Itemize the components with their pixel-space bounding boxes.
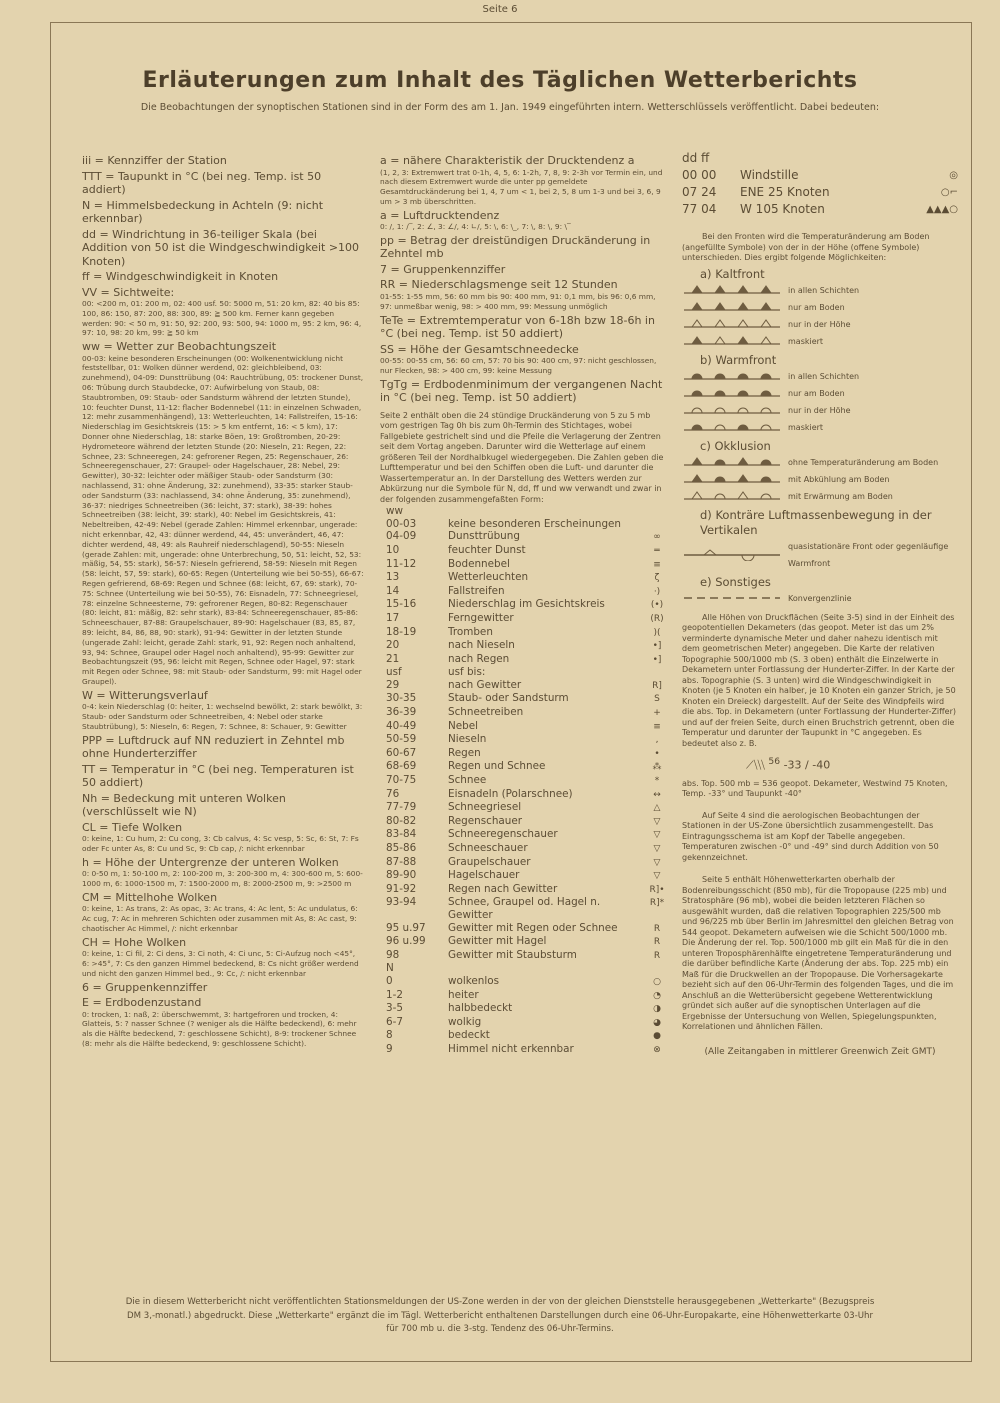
wind-symbol-icon: ▲▲▲○ <box>926 204 958 215</box>
ww-desc: Tromben <box>448 625 493 638</box>
page-subtitle: Die Beobachtungen der synoptischen Stationen sind in der Form des am 1. Jan. 1949 eingeführten intern. Wetterschlüssels veröffentlicht. Dabei bedeuten: <box>140 102 880 113</box>
weather-symbol-icon: R <box>653 923 661 934</box>
a-heading: a = nähere Charakteristik der Drucktendenz a <box>380 154 635 167</box>
front-group-heading: b) Warmfront <box>700 352 777 367</box>
ww-code: 18-19 <box>386 625 417 638</box>
ww-row <box>380 544 668 558</box>
ww-desc: feuchter Dunst <box>448 543 526 556</box>
footer-note: Die in diesem Wetterbericht nicht veröffentlichten Stationsmeldungen der US-Zone werden in der von der gleichen Dienststelle herausgegebenen „Wetterkarte" (Bezugspreis DM 3,-monatl.) abgedruckt. Diese „Wetterkarte" ergänzt die im Tägl. Wetterbericht enthaltenen Darstellungen durch eine 06-Uhr-Europakarte, eine Höhenwetterkarte 03-Uhr für 700 mb u. die 3-stg. Tendenz des 06-Uhr-Termins. <box>125 1297 875 1334</box>
a2-text: 0: /, 1: /‾, 2: ∠, 3: ∠/, 4: ∟/, 5: \, 6: \_, 7: \, 8: \, 9: \‾ <box>380 222 571 232</box>
ww-code: 89-90 <box>386 869 417 882</box>
weather-symbol-icon: ≡ <box>653 721 661 732</box>
ddff-row <box>682 184 958 201</box>
def-tt: TT = Temperatur in °C (bei neg. Temperaturen ist 50 addiert) <box>82 762 354 790</box>
ww-desc: Graupelschauer <box>448 855 531 868</box>
ww-desc: Gewitter mit Hagel <box>448 935 547 948</box>
ww-row <box>380 949 668 963</box>
def-te: TeTe = Extremtemperatur von 6-18h bzw 18-6h in °C (bei neg. Temp. ist 50 addiert) <box>380 313 655 341</box>
ww-table <box>380 518 668 963</box>
ww-desc: keine besonderen Erscheinungen <box>448 517 622 530</box>
ww-desc: Schnee <box>448 774 487 787</box>
ww-row <box>380 896 668 921</box>
ww-code: 11-12 <box>386 557 417 570</box>
ww-row <box>380 922 668 936</box>
cloud-cover-icon: ◕ <box>653 1017 661 1028</box>
rr-text: 01-55: 1-55 mm, 56: 60 mm bis 90: 400 mm, 91: 0,1 mm, bis 96: 0,6 mm, 97: unmeßbar wenig, 98: > 400 mm, 99: Messung unmöglich <box>380 291 656 311</box>
ww-row <box>380 626 668 640</box>
front-label: nur in der Höhe <box>788 319 851 329</box>
weather-symbol-icon: ≡ <box>653 559 661 570</box>
ddff-code: 77 04 <box>682 202 717 216</box>
ss-text: 00-55: 00-55 cm, 56: 60 cm, 57: 70 bis 90: 400 cm, 97: nicht geschlossen, nur Flecken, 98: > 400 cm, 99: keine Messung <box>380 356 657 375</box>
page-title: Erläuterungen zum Inhalt des Täglichen Wetterberichts <box>142 68 858 93</box>
cloud-cover-row <box>380 989 668 1003</box>
def-nh: Nh = Bedeckung mit unteren Wolken (verschlüsselt wie N) <box>82 791 286 819</box>
cloud-cover-desc: wolkig <box>448 1015 482 1028</box>
ww-code: 85-86 <box>386 842 417 855</box>
front-label: nur in der Höhe <box>788 405 851 415</box>
ww-row <box>380 869 668 883</box>
front-row <box>682 402 958 419</box>
ch-heading: CH = Hohe Wolken <box>82 935 187 949</box>
cloud-cover-icon: ○ <box>653 976 661 987</box>
e-heading: e) Sonstiges <box>700 574 771 589</box>
n-label <box>380 962 668 975</box>
time-note: (Alle Zeitangaben in mittlerer Greenwich Zeit GMT) <box>704 1046 936 1057</box>
convergence-line-symbol <box>682 592 782 604</box>
column-middle <box>380 152 668 1057</box>
ww-code: 68-69 <box>386 760 417 773</box>
weather-symbol-icon: ζ <box>654 573 660 584</box>
cl-heading: CL = Tiefe Wolken <box>82 820 183 834</box>
front-e-label: Konvergenzlinie <box>788 593 852 603</box>
ww-row <box>380 747 668 761</box>
group-6: 6 = Gruppenkennziffer <box>82 980 208 994</box>
cloud-cover-icon: ◑ <box>653 1004 661 1015</box>
ww-code: 80-82 <box>386 814 417 827</box>
weather-symbol-icon: • <box>654 748 660 759</box>
ww-heading: ww = Wetter zur Beobachtungszeit <box>82 340 277 354</box>
a2-heading: a = Luftdrucktendenz <box>380 208 500 222</box>
ww-row <box>380 653 668 667</box>
cold-front-symbol <box>682 335 782 347</box>
ww-label <box>380 505 668 518</box>
ww-code: 21 <box>386 652 400 665</box>
formula-example: ⟋⧹⧹⧹ $^{56}$ -33 / -40 <box>746 756 831 772</box>
weather-symbol-icon: •] <box>652 641 662 652</box>
weather-symbol-icon: •] <box>652 654 662 665</box>
ww-desc: Regen nach Gewitter <box>448 882 558 895</box>
fronts-legend <box>682 267 958 505</box>
ww-row <box>380 856 668 870</box>
ww-code: 30-35 <box>386 692 417 705</box>
cloud-cover-desc: bedeckt <box>448 1029 490 1042</box>
ww-desc: Gewitter mit Staubsturm <box>448 948 577 961</box>
ww-desc: nach Nieseln <box>448 639 515 652</box>
ss-heading: SS = Höhe der Gesamtschneedecke <box>380 342 579 356</box>
front-row <box>682 454 958 471</box>
ww-code: 14 <box>386 584 400 597</box>
ww-row <box>380 639 668 653</box>
formula-num: 56 <box>768 756 781 767</box>
ww-row <box>380 706 668 720</box>
front-row <box>682 385 958 402</box>
ww-code: 96 u.99 <box>386 935 426 948</box>
front-label: mit Erwärmung am Boden <box>788 491 893 501</box>
ddff-code: 07 24 <box>682 185 717 199</box>
cloud-cover-code: 6-7 <box>386 1015 403 1028</box>
seite4-text: Auf Seite 4 sind die aerologischen Beobachtungen der Stationen in der US-Zone übersichtlich zusammengestellt. Das Eintragungsschema ist am Kopf der Tabelle angegeben. Temperaturen zwischen -0° und -49° sind durch Addition von 50 gekennzeichnet. <box>682 810 939 862</box>
n-label-text: N <box>386 962 394 975</box>
cloud-cover-icon: ● <box>653 1031 661 1042</box>
ww-code: 93-94 <box>386 896 417 909</box>
ww-desc: Eisnadeln (Polarschnee) <box>448 787 573 800</box>
ddff-row <box>682 201 958 218</box>
warm-front-symbol <box>682 370 782 382</box>
ww-desc: Dunsttrübung <box>448 530 520 543</box>
ww-row <box>380 558 668 572</box>
ww-row <box>380 733 668 747</box>
ww-row <box>380 530 668 544</box>
def-n: N = Himmelsbedeckung in Achteln (9: nicht erkennbar) <box>82 198 324 225</box>
formula-sub: -33 <box>783 758 802 772</box>
cloud-cover-icon: ◔ <box>653 990 661 1001</box>
occlusion-front-symbol <box>682 473 782 485</box>
h-heading: h = Höhe der Untergrenze der unteren Wolken <box>82 855 339 869</box>
cloud-cover-desc: halbbedeckt <box>448 1002 513 1015</box>
cloud-cover-row <box>380 1043 668 1057</box>
group-7: 7 = Gruppenkennziffer <box>380 262 506 276</box>
ww-code: 98 <box>386 948 400 961</box>
cloud-cover-desc: heiter <box>448 988 479 1001</box>
warm-front-symbol <box>682 404 782 416</box>
front-d-row <box>682 538 958 572</box>
weather-symbol-icon: ⁂ <box>652 762 662 773</box>
weather-symbol-icon: , <box>655 735 659 746</box>
seite5-text: Seite 5 enthält Höhenwetterkarten oberhalb der Bodenreibungsschicht (850 mb), für die Tropopause (225 mb) und Stratosphäre (96 mb), wobei die beiden letzteren Flächen so ausgewählt wurden, daß die relativen Topographien 225/500 mb und 96/225 mb über Berlin im Jahresmittel den gleichen Betrag von 544 geopot. Dekametern aufweisen wie die Schicht 500/1000 mb. Die Änderung der rel. Top. 500/1000 mb gilt ein Maß für die in den unteren Troposphärenhälfte eingetretene Temperaturänderung und die darüber befindliche Karte (Änderung der abs. Top. 225 mb) ein Maß für die Druckwellen an der Tropopause. Die Vorhersagekarte bezieht sich auf den 06-Uhr-Termin des folgenden Tages, und die im Anschluß an die Wetterübersicht gegebene Wetterentwicklung gründet sich außer auf die synoptischen Unterlagen auf die Ergebnisse der Untersuchung von Wellen, Spiegelungspunkten, Korrelationen und ähnlichen Fällen. <box>682 875 954 1032</box>
weather-symbol-icon: (R) <box>650 613 664 624</box>
ww-row <box>380 883 668 897</box>
ww-row <box>380 720 668 734</box>
cl-text: 0: keine, 1: Cu hum, 2: Cu cong, 3: Cb calvus, 4: Sc vesp, 5: Sc, 6: St, 7: Fs oder Fc unter As, 8: Cu und Sc, 9: Cb cap, /: nicht erkennbar <box>82 834 359 853</box>
ww-desc: Schnee, Graupel od. Hagel n. Gewitter <box>448 896 601 921</box>
weather-symbol-icon: R <box>653 950 661 961</box>
ww-row <box>380 760 668 774</box>
weather-symbol-icon: + <box>653 708 661 719</box>
def-tg: TgTg = Erdbodenminimum der vergangenen Nacht in °C (bei neg. Temp. ist 50 addiert) <box>380 377 663 405</box>
wind-arrow-icon: ⟋⧹⧹⧹ <box>746 758 765 772</box>
front-row <box>682 316 958 333</box>
front-label: ohne Temperaturänderung am Boden <box>788 457 939 467</box>
ddff-head: dd ff <box>682 151 710 165</box>
ww-desc: Schneetreiben <box>448 706 524 719</box>
ww-row <box>380 842 668 856</box>
front-row <box>682 471 958 488</box>
weather-symbol-icon: R] <box>652 680 662 691</box>
ww-code: 15-16 <box>386 598 417 611</box>
ww-code: 50-59 <box>386 733 417 746</box>
def-ff: ff = Windgeschwindigkeit in Knoten <box>82 270 279 283</box>
ddff-desc: W 105 Knoten <box>740 202 825 216</box>
front-label: nur am Boden <box>788 302 845 312</box>
weather-symbol-icon: ▽ <box>653 830 661 841</box>
ww-code: 17 <box>386 611 400 624</box>
fronts-intro: Bei den Fronten wird die Temperaturänderung am Boden (angefüllte Symbole) von der in der Höhe (offene Symbole) unterschieden. Dies ergibt folgende Möglichkeiten: <box>682 232 930 262</box>
weather-symbol-icon: ═ <box>654 545 660 556</box>
formula-den: -40 <box>812 758 831 772</box>
ww-code: 00-03 <box>386 517 417 530</box>
ddff-desc: ENE 25 Knoten <box>740 185 830 199</box>
ww-code: 13 <box>386 571 400 584</box>
ww-row <box>380 828 668 842</box>
def-dd: dd = Windrichtung in 36-teiliger Skala (bei Addition von 50 ist die Windgeschwindigkeit >100 Knoten) <box>82 227 360 268</box>
ww-label-text: ww <box>386 505 403 518</box>
ww-desc: nach Gewitter <box>448 678 522 691</box>
def-pp: pp = Betrag der dreistündigen Druckänderung in Zehntel mb <box>380 233 651 261</box>
cm-text: 0: keine, 1: As trans, 2: As opac, 3: Ac trans, 4: Ac lent, 5: Ac undulatus, 6: Ac cug, 7: Ac in mehreren Schichten oder zusammen mit As, 8: Ac cast, 9: chaotischer Ac Himmel, /: nicht erkennbar <box>82 904 358 933</box>
front-label: in allen Schichten <box>788 371 860 381</box>
ww-desc: Staub- oder Sandsturm <box>448 692 569 705</box>
ww-desc: Bodennebel <box>448 557 510 570</box>
ddff-desc: Windstille <box>740 168 799 182</box>
weather-symbol-icon: R]* <box>649 898 665 909</box>
front-label: nur am Boden <box>788 388 845 398</box>
front-e-row <box>682 590 958 607</box>
ww-desc: usf bis: <box>448 666 486 679</box>
quasistationary-front-symbol <box>682 549 782 561</box>
ww-row <box>380 935 668 949</box>
ww-code: 10 <box>386 543 400 556</box>
rr-heading: RR = Niederschlagsmenge seit 12 Stunden <box>380 278 618 292</box>
ww-row <box>380 518 668 531</box>
a-text: (1, 2, 3: Extremwert trat 0-1h, 4, 5, 6: 1-2h, 7, 8, 9: 2-3h vor Termin ein, und nach diesem Extremwert wurde die unter pp gemeldete Gesamtdruckänderung bei 1, 4, 7 um < 1, bei 2, 5, 8 um 1-3 und bei 3, 6, 9 um > 3 mb überschritten. <box>380 167 663 206</box>
ww-code: 83-84 <box>386 828 417 841</box>
e-heading: E = Erdbodenzustand <box>82 996 202 1010</box>
front-label: maskiert <box>788 422 824 432</box>
wind-symbol-icon: ○⌐ <box>940 187 958 198</box>
front-row <box>682 488 958 505</box>
cloud-cover-icon: ⊗ <box>653 1044 661 1055</box>
ww-text: 00-03: keine besonderen Erscheinungen (00: Wolkenentwicklung nicht feststellbar, 01: Wolken dünner werdend, 02: gleichbleibend, 03: zunehmend), 04-09: Dunsttrübung (04: Rauchtrübung, 05: trockener Dunst, 06: Trübung durch Staubdecke, 07: Aufwirbelung von Staub, 08: Staubtromben, 09: Staub- oder Sandsturm während der letzten Stunde), 10: feuchter Dunst, 11-12: flacher Bodennebel (11: in einzelnen Schwaden, 12: mehr zusammenhängend), 13: Wetterleuchten, 14: Fallstreifen, 15-16: Niederschlag im Gesichtskreis (15: > 5 km entfernt, 16: < 5 km), 17: Donner ohne Niederschlag, 18: starke Böen, 19: Großtromben, 20-29: Hydrometeore während der letzten Stunde (20: Nieseln, 21: Regen, 22: Schnee, 23: Schneeregen, 24: gefrorener Regen, 25: Regenschauer, 26: Schneeregenschauer, 27: Graupel- oder Hagelschauer, 28: Nebel, 29: Gewitter), 30-32: leichter oder mäßiger Staub- oder Sandsturm (30: nachlassend, 31: ohne Änderung, 32: zunehmend), 33-35: starker Staub- oder Sandsturm (33: nachlassend, 34: ohne Änderung, 35: zunehmend), 36-37: niedriges Schneetreiben (36: leicht, 37: stark), 38-39: hohes Schneetreiben (38: leicht, 39: stark), 40: Nebel im Gesichtskreis, 41: Nebeltreiben, 42-49: Nebel (gerade Zahlen: Himmel erkennbar, ungerade: nicht erkennbar, 42, 43: dünner werdend, 44, 45: unverändert, 46, 47: dichter werdend, 48, 49: als Rauhreif niederschlagend), 50-55: Nieseln (gerade Zahlen: mit, ungerade: ohne Unterbrechung, 50, 51: leicht, 52, 53: mäßig, 54, 55: stark), 56-57: Nieseln gefrierend, 58-59: Nieseln mit Regen (58: leicht, 57, 59: stark), 60-65: Regen (Unterteilung wie bei 50-55), 66-67: Regen gefrierend, 68-69: Regen und Schnee (68: leicht, 67, 69: stark), 70-75: Schnee (Unterteilung wie bei 50-55), 76: Eisnadeln, 77: Schneegriesel, 78: einzelne Schneesterne, 79: gefrorener Regen, 80-82: Regenschauer (80: leicht, 81: mäßig, 82: sehr stark), 83-84: Schneeregenschauer, 85-86: Schneeschauer, 87-88: Graupelschauer, 89-90: Hagelschauer (83, 85, 87, 89: leicht, 84, 86, 88, 90: stark), 91-94: Gewitter in der letzten Stunde (ungerade Zahl: leicht, gerade Zahl: stark, 91, 92: Regen noch anhaltend, 93, 94: Schnee, Graupel oder Hagel noch anhaltend), 95-99: Gewitter zur Beobachtungszeit (95, 96: leicht mit Regen, Schnee oder Hagel, 97: stark mit Regen oder Schnee, 98: mit Staub- oder Sandsturm, 99: mit Hagel oder Graupel). <box>82 353 364 686</box>
ww-desc: Regen und Schnee <box>448 760 546 773</box>
front-group-heading: c) Okklusion <box>700 438 771 453</box>
ww-row <box>380 774 668 788</box>
ww-desc: Nebel <box>448 719 479 732</box>
ww-code: 60-67 <box>386 746 417 759</box>
cloud-cover-row <box>380 975 668 989</box>
cloud-cover-desc: Himmel nicht erkennbar <box>448 1042 574 1055</box>
ww-row <box>380 815 668 829</box>
heights-text: Alle Höhen von Druckflächen (Seite 3-5) sind in der Einheit des geopotentiellen Dekameters (das geopot. Meter ist das um 2% verminderte dynamische Meter und daher nahezu identisch mit dem geometrischen Meter) angegeben. Die Karte der relativen Topographie 500/1000 mb (S. 3 oben) enthält die Einzelwerte in Dekametern unter Fortlassung der Hunderter-Ziffer. In der Karte der abs. Topographie (S. 3 unten) wird die Windgeschwindigkeit in Knoten (je 5 Knoten ein halber, je 10 Knoten ein ganzer Strich, je 50 Knoten ein Dreieck) dargestellt. Auf der Seite des Windpfeils wird die abs. Top. in Dekametern (unter Fortlassung der Hunderter-Ziffer) und auf der freien Seite, durch einen Bruchstrich getrennt, oben die Temperatur und darunter der Taupunkt in °C angegeben. Es bedeutet also z. B. <box>682 612 956 748</box>
w-heading: W = Witterungsverlauf <box>82 688 208 702</box>
cold-front-symbol <box>682 301 782 313</box>
ww-row <box>380 585 668 599</box>
formula-text: abs. Top. 500 mb = 536 geopot. Dekameter, Westwind 75 Knoten, Temp. -33° und Taupunkt -40° <box>682 779 948 798</box>
ww-desc: Schneegriesel <box>448 801 522 814</box>
weather-symbol-icon: * <box>654 776 660 787</box>
cloud-cover-row <box>380 1016 668 1030</box>
ddff-table <box>682 167 958 218</box>
def-ppp: PPP = Luftdruck auf NN reduziert in Zehntel mb ohne Hunderterziffer <box>82 733 345 761</box>
weather-symbol-icon: S <box>654 694 660 705</box>
ch-text: 0: keine, 1: Ci fil, 2: Ci dens, 3: Ci noth, 4: Ci unc, 5: Ci-Aufzug noch <45°, 6: >45°, 7: Cs den ganzen Himmel bedeckend, 8: Cs nicht größer werdend und nicht den ganzen Himmel bed., 9: Cc, /: nicht erkennbar <box>82 949 359 978</box>
weather-symbol-icon: ·) <box>653 586 661 597</box>
weather-symbol-icon: R]• <box>649 884 665 895</box>
ww-desc: Regenschauer <box>448 814 523 827</box>
cloud-cover-code: 0 <box>386 974 393 987</box>
ww-desc: Fallstreifen <box>448 584 505 597</box>
vv-heading: VV = Sichtweite: <box>82 285 175 299</box>
cold-front-symbol <box>682 318 782 330</box>
ww-desc: Schneeschauer <box>448 842 528 855</box>
cloud-cover-code: 3-5 <box>386 1002 403 1015</box>
ww-code: 36-39 <box>386 706 417 719</box>
front-row <box>682 282 958 299</box>
front-group-heading: a) Kaltfront <box>700 266 765 281</box>
ddff-code: 00 00 <box>682 168 717 182</box>
occlusion-front-symbol <box>682 456 782 468</box>
weather-symbol-icon: ▽ <box>653 857 661 868</box>
h-text: 0: 0-50 m, 1: 50-100 m, 2: 100-200 m, 3: 200-300 m, 4: 300-600 m, 5: 600-1000 m, 6: 1000-1500 m, 7: 1500-2000 m, 8: 2000-2500 m, 9: >2500 m <box>82 869 363 889</box>
cloud-cover-code: 8 <box>386 1029 393 1042</box>
ww-desc: Gewitter mit Regen oder Schnee <box>448 921 618 934</box>
cm-heading: CM = Mittelhohe Wolken <box>82 890 218 904</box>
weather-symbol-icon: ▽ <box>653 844 661 855</box>
ww-row <box>380 666 668 679</box>
warm-front-symbol <box>682 387 782 399</box>
weather-symbol-icon: ▽ <box>653 871 661 882</box>
weather-symbol-icon: R <box>653 937 661 948</box>
weather-symbol-icon: ∞ <box>653 532 661 543</box>
ww-code: 95 u.97 <box>386 921 426 934</box>
warm-front-symbol <box>682 421 782 433</box>
ww-code: 91-92 <box>386 882 417 895</box>
ww-desc: Ferngewitter <box>448 611 514 624</box>
d-heading: d) Konträre Luftmassenbewegung in der Vertikalen <box>700 507 932 537</box>
weather-symbol-icon: (•) <box>650 600 664 611</box>
ww-code: 76 <box>386 787 400 800</box>
column-left <box>82 152 364 1051</box>
weather-symbol-icon: ↔ <box>653 789 661 800</box>
ww-row <box>380 598 668 612</box>
front-label: in allen Schichten <box>788 285 860 295</box>
ddff-row <box>682 167 958 184</box>
ww-row <box>380 679 668 693</box>
ww-desc: Nieseln <box>448 733 487 746</box>
vv-text: 00: <200 m, 01: 200 m, 02: 400 usf. 50: 5000 m, 51: 20 km, 82: 40 bis 85: 100, 86: 150, 87: 200, 88: 300, 89: ≧ 500 km. Ferner kann gegeben werden: 90: < 50 m, 91: 50, 92: 200, 93: 500, 94: 1000 m, 95: 2 km, 96: 4, 97: 10, 98: 20 km, 99: ≧ 50 km <box>82 299 362 338</box>
ww-desc: Regen <box>448 746 481 759</box>
weather-symbol-icon: ▽ <box>653 816 661 827</box>
ww-code: 40-49 <box>386 719 417 732</box>
weather-symbol-icon: △ <box>653 803 661 814</box>
def-ttt: TTT = Taupunkt in °C (bei neg. Temp. ist 50 addiert) <box>82 169 322 196</box>
page-number: Seite 6 <box>482 4 518 15</box>
ww-code: 20 <box>386 639 400 652</box>
ww-desc: nach Regen <box>448 652 510 665</box>
wind-symbol-icon: ◎ <box>949 170 958 181</box>
cold-front-symbol <box>682 284 782 296</box>
ww-desc: Niederschlag im Gesichtskreis <box>448 598 605 611</box>
weather-symbol-icon: )( <box>653 627 661 638</box>
def-iii: iii = Kennziffer der Station <box>82 154 227 167</box>
ww-desc: Schneeregenschauer <box>448 828 558 841</box>
cloud-cover-desc: wolkenlos <box>448 974 500 987</box>
cloud-cover-code: 9 <box>386 1042 393 1055</box>
ww-code: 77-79 <box>386 801 417 814</box>
column-right <box>682 150 958 1057</box>
front-row <box>682 419 958 436</box>
ww-row <box>380 571 668 585</box>
ww-row <box>380 801 668 815</box>
intro-definitions <box>82 154 364 284</box>
occlusion-front-symbol <box>682 490 782 502</box>
ddff-header <box>682 150 958 167</box>
cloud-cover-row <box>380 1002 668 1016</box>
front-label: mit Abkühlung am Boden <box>788 474 890 484</box>
ww-row <box>380 692 668 706</box>
ww-row <box>380 788 668 802</box>
ww-code: 87-88 <box>386 855 417 868</box>
cloud-cover-row <box>380 1029 668 1043</box>
e-text: 0: trocken, 1: naß, 2: überschwemmt, 3: hartgefroren und trocken, 4: Glatteis, 5: ? nasser Schnee (? weniger als die Hälfte bedeckend), 6: mehr als die Hälfte bedeckend, 7: geschlossene Schicht), 8-9: trockener Schnee (8: mehr als die Hälfte bedeckend, 9: geschlossene Schicht). <box>82 1009 357 1049</box>
ww-desc: Wetterleuchten <box>448 571 529 584</box>
cloud-cover-code: 1-2 <box>386 988 403 1001</box>
ww-row <box>380 612 668 626</box>
front-row <box>682 299 958 316</box>
ww-code: 29 <box>386 678 400 691</box>
ww-code: usf <box>386 666 402 679</box>
ww-desc: Hagelschauer <box>448 869 520 882</box>
front-label: maskiert <box>788 336 824 346</box>
front-d-label: quasistationäre Front oder gegenläufige Warmfront <box>788 541 949 568</box>
w-text: 0-4: kein Niederschlag (0: heiter, 1: wechselnd bewölkt, 2: stark bewölkt, 3: Staub- oder Sandsturm oder Schneetreiben, 4: Nebel oder starke Staubtrübung), 5: Nieseln, 6: Regen, 7: Schnee, 8: Schauer, 9: Gewitter <box>82 702 363 731</box>
front-row <box>682 368 958 385</box>
front-row <box>682 333 958 350</box>
seite2-text: Seite 2 enthält oben die 24 stündige Druckänderung von 5 zu 5 mb vom gestrigen Tag 0h bis zum 0h-Termin des Stichtages, wobei Fallgebiete gestrichelt sind und die Pfeile die Verlagerung der Zentren seit dem Vortag angeben. Darunter wird die Wetterlage auf einem größeren Teil der Nordhalbkugel wiedergegeben. Die Zahlen geben die Lufttemperatur und bei den Schiffen oben die Luft- und darunter die Wassertemperatur an. In der Darstellung des Wetters werden zur Abkürzung nur die Symbole für N, dd, ff und ww verwandt und zwar in der folgenden zusammengefaßten Form: <box>380 410 664 504</box>
n-table <box>380 975 668 1057</box>
ww-code: 70-75 <box>386 774 417 787</box>
ww-code: 04-09 <box>386 530 417 543</box>
